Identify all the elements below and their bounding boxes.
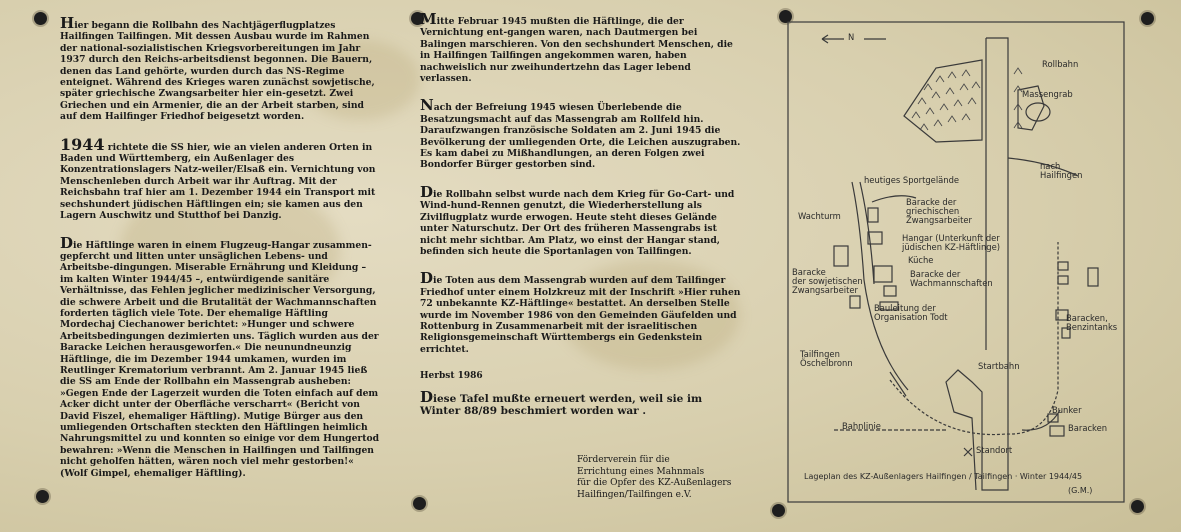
label-tailfingen: Tailfingen Öschelbronn — [800, 349, 853, 368]
label-standort: Standort — [976, 445, 1013, 455]
label-baracke-griechisch: Baracke der griechischen Zwangsarbeiter — [906, 197, 972, 225]
screw-icon — [772, 504, 785, 517]
screw-icon — [1131, 500, 1144, 513]
paragraph-1944: 1944 richtete die SS hier, wie an vielen anderen Orten in Baden und Württemberg, ein Außenlager des Konzentrationslagers Natz-weiler/Elsaß ein. Vernichtung von Menschenleben durch Arbeit war ihr Auftrag. Mit der Reichsbahn traf hier am 1. Dezember 1944 ein Transport mit sechshundert jüdischen Häftlingen ein; sie kamen aus den Lagern Auschwitz und Stutthof bei Danzig. — [60, 134, 376, 222]
building-soviet — [834, 246, 848, 266]
north-arrow-icon — [822, 35, 844, 43]
screw-icon — [1141, 12, 1154, 25]
building-barrack — [1058, 262, 1068, 270]
paragraph-rollbahn-history: Hier begann die Rollbahn des Nachtjägerflugplatzes Hailfingen Tailfingen. Mit dessen Ausbau wurde im Rahmen der national-sozialistischen Kriegsvorbereitungen im Jahr 1937 durch den Reichs-arbeitsdienst begonnen. Die Bauern, denen das Land gehörte, wurden durch das NS-Regime enteignet. Während des Krieges waren zunächst sowjetische, später griechische Zwangsarbeiter hier ein-gesetzt. Zwei Griechen und ein Armenier, die an der Arbeit starben, sind auf dem Hailfinger Friedhof beigesetzt worden. — [60, 14, 375, 123]
label-nach-hailfingen: nach Hailfingen — [1040, 161, 1083, 180]
north-label: N — [848, 32, 855, 42]
date-herbst-1986: Herbst 1986 — [420, 371, 483, 382]
screw-icon — [413, 497, 426, 510]
map-caption: Lageplan des KZ-Außenlagers Hailfingen / Tailfingen · Winter 1944/45 — [804, 472, 1083, 481]
tree-symbols — [912, 68, 1022, 130]
renewal-note: Diese Tafel mußte erneuert werden, weil sie im Winter 88/89 beschmiert worden war . — [420, 387, 703, 417]
label-bunker: Bunker — [1052, 405, 1082, 415]
label-baracken-benzintanks: Baracken, Benzintanks — [1066, 313, 1118, 332]
label-sportgelaende: heutiges Sportgelände — [864, 175, 960, 185]
paragraph-burial: Die Toten aus dem Massengrab wurden auf dem Tailfinger Friedhof unter einem Holzkreuz mit der Inschrift »Hier ruhen 72 unbekannte KZ-Häftlinge« bestattet. An derselben Stelle wurde im November 1986 von den Gemeinden Gäufelden und Rottenburg in Zusammenarbeit mit der israelitischen Religionsgemeinschaft Württembergs ein Gedenkstein errichtet. — [420, 269, 741, 355]
building-tank — [1088, 268, 1098, 286]
map-initials: (G.M.) — [1068, 486, 1093, 495]
label-baracke-sowjetisch: Baracke der sowjetischen Zwangsarbeiter — [792, 267, 863, 295]
label-bahnlinie: Bahnlinie — [842, 421, 881, 431]
screw-icon — [34, 12, 47, 25]
standort-icon — [964, 448, 972, 456]
paragraph-after-war: Die Rollbahn selbst wurde nach dem Krieg für Go-Cart- und Wind-hund-Rennen genutzt, die Wiederherstellung als Zivilflugplatz wurde erwogen. Heute steht dieses Gelände unter Naturschutz. Der Ort des früheren Massengrabs ist nicht mehr sichtbar. Am Platz, wo einst der Hangar stand, befinden sich heute die Sportanlagen von Tailfingen. — [420, 182, 735, 257]
label-kueche: Küche — [908, 255, 934, 265]
label-hangar: Hangar (Unterkunft der jüdischen KZ-Häftlinge) — [902, 233, 1000, 252]
paragraph-february-1945: Mitte Februar 1945 mußten die Häftlinge, die der Vernichtung ent-gangen waren, nach Dautmergen bei Balingen marschieren. Von den sechshundert Menschen, die in Hailfingen Tailfingen angekommen waren, haben nachweislich nur zweihundertzehn das Lager lebend verlassen. — [420, 10, 733, 85]
signature-block: Förderverein für die Errichtung eines Mahnmals für die Opfer des KZ-Außenlagers Hailfingen/Tailfingen e.V. — [577, 455, 732, 500]
building-barracks-small — [1050, 426, 1064, 436]
runway — [946, 38, 1008, 490]
label-wachturm: Wachturm — [798, 211, 841, 221]
label-startbahn: Startbahn — [978, 361, 1020, 371]
screw-icon — [36, 490, 49, 503]
building-barrack — [1058, 276, 1068, 284]
map-drawing — [786, 20, 1128, 506]
building-todt — [850, 296, 860, 308]
label-baracken: Baracken — [1068, 423, 1108, 433]
building-hangar-main — [874, 266, 892, 282]
text-column-middle — [420, 10, 745, 433]
paragraph-liberation: Nach der Befreiung 1945 wiesen Überlebende die Besatzungsmacht auf das Massengrab am Rollfeld hin. Daraufzwangen französische Soldaten am 2. Juni 1945 die Bevölkerung der umliegenden Orte, die Leichen auszugraben. Es kam dabei zu Mißhandlungen, an deren Folgen zwei Bondorfer Bürger gestorben sind. — [420, 96, 741, 171]
building-kitchen — [884, 286, 896, 296]
label-rollbahn: Rollbahn — [1042, 59, 1079, 69]
label-massengrab: Massengrab — [1022, 89, 1073, 99]
building-hangar — [868, 208, 878, 222]
paragraph-prisoners: Die Häftlinge waren in einem Flugzeug-Hangar zusammen-gepfercht und litten unter unsäglichen Lebens- und Arbeitsbe-dingungen. Miserable Ernährung und Kleidung – im kalten Winter 1944/45 –, entwürdigende sanitäre Verhältnisse, das Fehlen jeglicher medizinischer Versorgung, die schwere Arbeit und die Brutalität der Wachmannschaften forderten täglich viele Tote. Der ehemalige Häftling Mordechaj Ciechanower berichtet: »Hunger und schwere Arbeitsbedingungen dezimierten uns. Täglich wurden aus der Baracke Leichen herausgeworfen.« Die neunundneunzig Häftlinge, die im Dezember 1944 umkamen, wurden im Reutlinger Krematorium verbrannt. Am 2. Januar 1945 ließ die SS am Ende der Rollbahn ein Massengrab ausheben: »Gegen Ende der Lagerzeit wurden die Toten einfach auf dem Acker dicht unter der Oberfläche verscharrt« (Bericht von David Fiszel, ehemaliger Häftling). Mutige Bürger aus den umliegenden Ortschaften steckten den Häftlingen heimlich Nahrungsmittel zu und konnten so einige vor dem Hungertod bewahren: »Wenn die Menschen in Hailfingen und Tailfingen nicht geholfen hätten, wären noch viel mehr gestorben!« (Wolf Gimpel, ehemaliger Häftling). — [60, 233, 380, 479]
label-baracke-wachmannschaften: Baracke der Wachmannschaften — [910, 269, 993, 288]
text-column-left — [60, 14, 382, 495]
site-map — [786, 20, 1128, 506]
label-bauleitung: Bauleitung der Organisation Todt — [874, 303, 948, 322]
